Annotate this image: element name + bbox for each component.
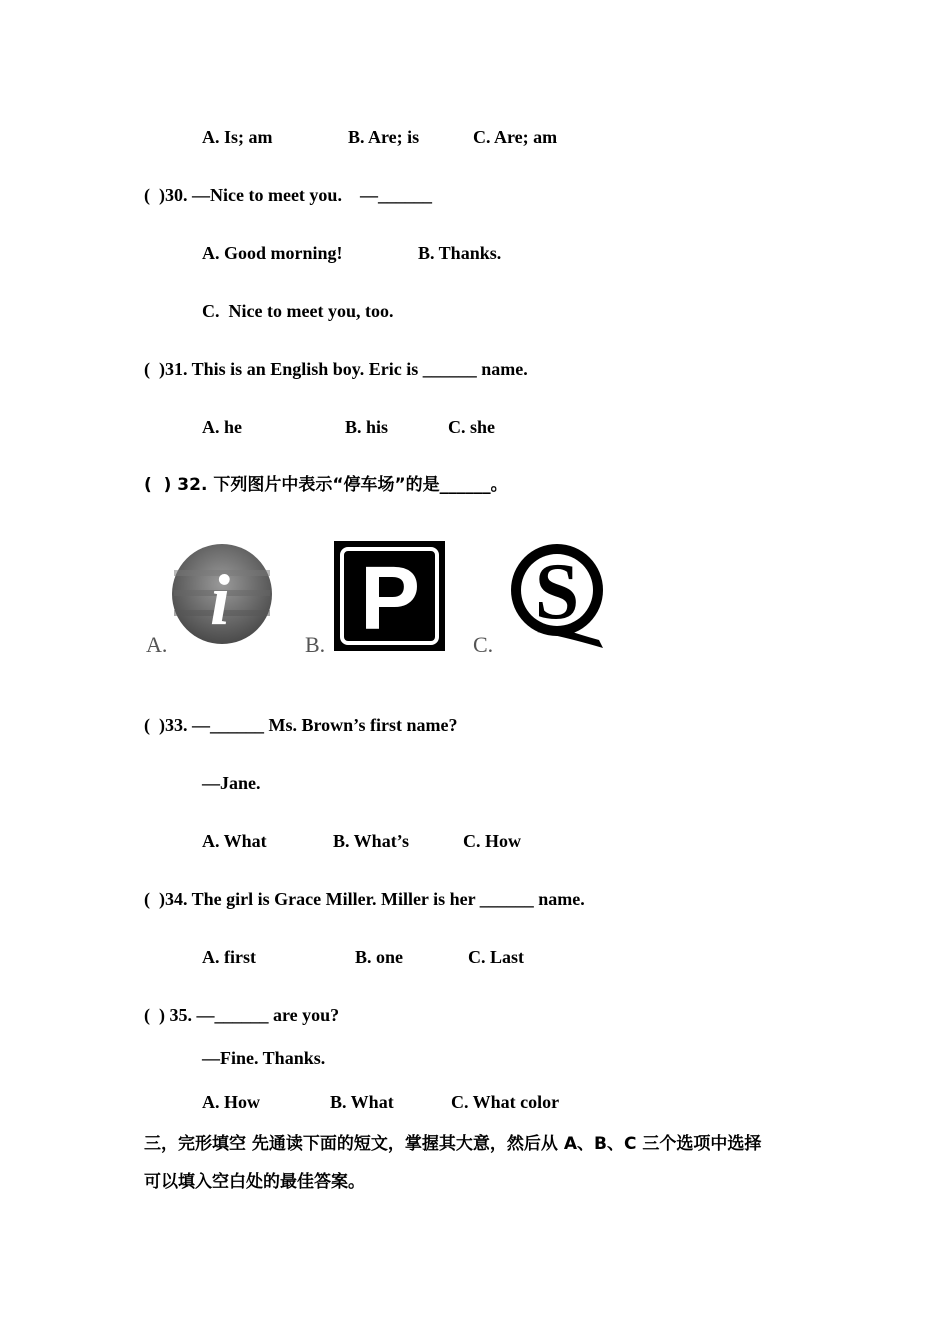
q29-option-b: B. Are; is (348, 127, 420, 147)
quality-q-icon (507, 540, 609, 652)
parking-icon (334, 541, 445, 651)
q33-stem: ( )33. —______ Ms. Brown’s first name? (144, 715, 458, 735)
q31-stem: ( )31. This is an English boy. Eric is ______ name. (144, 359, 528, 379)
q34-option-c: C. Last (468, 947, 525, 967)
q30-stem: ( )30. —Nice to meet you. —______ (144, 185, 432, 205)
q32-image-label-b: B. (305, 632, 326, 657)
q31-option-a: A. he (202, 417, 242, 437)
info-icon (170, 542, 274, 646)
q30-option-a: A. Good morning! (202, 243, 343, 263)
q34-option-a: A. first (202, 947, 256, 967)
q34-stem: ( )34. The girl is Grace Miller. Miller is her ______ name. (144, 889, 585, 909)
q35-option-b: B. What (330, 1092, 394, 1112)
q33-option-c: C. How (463, 831, 521, 851)
q35-option-c: C. What color (451, 1092, 560, 1112)
quality-q-icon-letter: S (534, 548, 580, 636)
q31-option-b: B. his (345, 417, 389, 437)
section3-instruction-line1: 三，完形填空 先通读下面的短文，掌握其大意，然后从 A、B、C 三个选项中选择 (144, 1134, 762, 1154)
q33-option-b: B. What’s (333, 831, 410, 851)
info-icon-letter: i (209, 560, 231, 640)
q30-option-c: C. Nice to meet you, too. (202, 301, 394, 321)
parking-icon-letter: P (359, 549, 421, 649)
q32-image-label-a: A. (146, 632, 168, 657)
q33-option-a: A. What (202, 831, 267, 851)
q29-option-a: A. Is; am (202, 127, 273, 147)
q32-stem: ( ) 32. 下列图片中表示“停车场”的是______。 (144, 475, 508, 495)
q35-option-a: A. How (202, 1092, 260, 1112)
section3-instruction-line2: 可以填入空白处的最佳答案。 (144, 1172, 365, 1192)
q29-option-c: C. Are; am (473, 127, 558, 147)
q32-image-label-c: C. (473, 632, 494, 657)
q31-option-c: C. she (448, 417, 496, 437)
q34-option-b: B. one (355, 947, 404, 967)
q33-answer: —Jane. (202, 773, 261, 793)
q30-option-b: B. Thanks. (418, 243, 502, 263)
q35-stem: ( ) 35. —______ are you? (144, 1005, 340, 1025)
q35-answer: —Fine. Thanks. (202, 1048, 326, 1068)
